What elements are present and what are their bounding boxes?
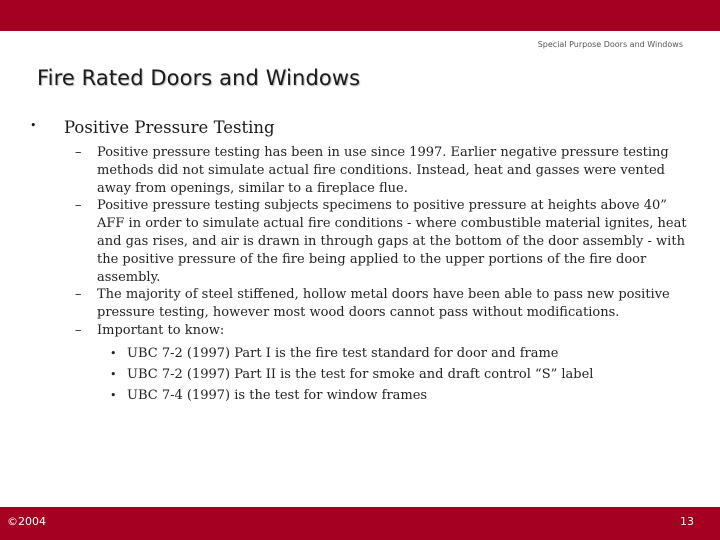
sub-bullet-text: Positive pressure testing subjects specimens to positive pressure at heights above 40” AFF in order to simulate actual fire conditions - where combustible material ignites, heat and gas rises, and air is drawn in through gaps at the bottom of the door assembly - with the positive pressure of the fire being applied to the upper portions of the fire door assembly. [97,198,687,285]
important-item-text: UBC 7-4 (1997) is the test for window frames [127,387,428,403]
important-item [75,343,695,364]
slide-title: Fire Rated Doors and Windows [37,66,361,90]
copyright-text: ©2004 [7,515,46,528]
sub-bullet-list [75,144,695,406]
bullet-dot-icon: • [110,346,117,360]
dash-icon: – [75,145,82,160]
header-caption: Special Purpose Doors and Windows [537,40,683,49]
dash-icon: – [75,322,82,338]
important-item [75,385,695,406]
sub-bullet-item [75,322,695,340]
important-list [75,343,695,406]
sub-bullet-item [75,144,695,197]
top-banner [0,0,720,31]
main-bullet-text: Positive Pressure Testing [64,118,275,137]
dash-icon: – [75,287,82,303]
important-item [75,364,695,385]
sub-bullet-item [75,197,695,286]
page-number: 13 [680,515,694,528]
dash-icon: – [75,198,82,214]
bullet-dot-icon: • [30,119,37,132]
important-item-text: UBC 7-2 (1997) Part II is the test for smoke and draft control “S” label [127,366,594,382]
sub-bullet-text: Positive pressure testing has been in use since 1997. Earlier negative pressure testing methods did not simulate actual fire conditions. Instead, heat and gasses were vented away from openings, similar to a fireplace flue. [97,145,669,196]
bullet-dot-icon: • [110,367,117,381]
sub-bullet-item [75,286,695,322]
bullet-dot-icon: • [110,388,117,402]
sub-bullet-text: Important to know: [97,322,225,338]
important-item-text: UBC 7-2 (1997) Part I is the fire test standard for door and frame [127,345,559,361]
bottom-banner [0,507,720,540]
sub-bullet-text: The majority of steel stiffened, hollow metal doors have been able to pass new positive pressure testing, however most wood doors cannot pass without modifications. [97,287,670,321]
